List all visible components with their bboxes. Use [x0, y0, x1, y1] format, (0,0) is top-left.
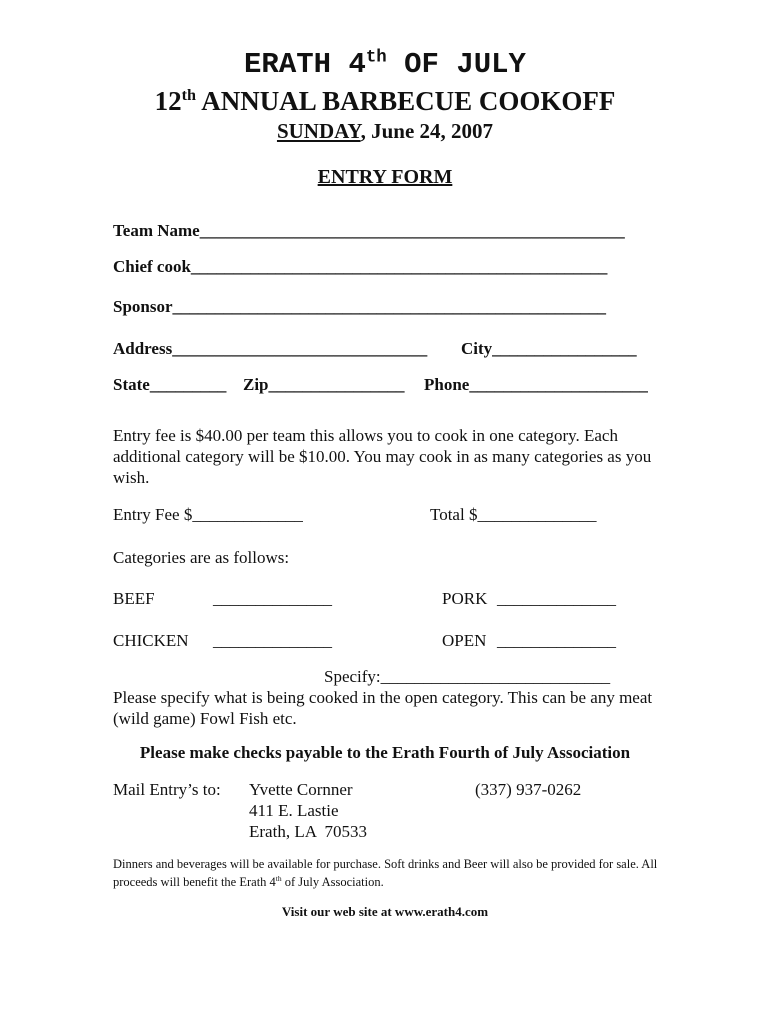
address-field[interactable]: Address______________________________ [113, 339, 428, 358]
title-text-end: OF JULY [386, 48, 526, 81]
dinner-note [113, 855, 673, 891]
mail-entry-label: Mail Entry’s to: [113, 780, 221, 799]
open-label: OPEN [442, 631, 487, 650]
entry-fee-field[interactable]: Entry Fee $_____________ [113, 505, 303, 524]
open-category-note: Please specify what is being cooked in the open category. This can be any meat (wild game) Fowl Fish etc. [113, 688, 653, 728]
specify-field[interactable]: Specify:___________________________ [324, 667, 611, 686]
pork-entry-line[interactable]: ______________ [497, 589, 616, 608]
contact-phone: (337) 937-0262 [475, 780, 582, 799]
dinner-note-text: Dinners and beverages will be available for purchase. Soft drinks and Beer will also be provided for sale. All proceeds will benefit the Erath 4 [113, 857, 658, 889]
page-subtitle [0, 86, 770, 117]
dinner-note-superscript: th [275, 873, 282, 883]
form-title: ENTRY FORM [317, 166, 453, 188]
event-date [0, 119, 770, 144]
city-field[interactable]: City_________________ [461, 339, 637, 358]
website-note: Visit our web site at www.erath4.com [281, 904, 489, 919]
event-day: SUNDAY [276, 119, 361, 143]
page-title [0, 48, 770, 81]
chief-cook-field[interactable]: Chief cook_________________________________________________ [113, 257, 608, 276]
mail-recipient-name: Yvette Cornner [249, 780, 353, 799]
beef-label: BEEF [113, 589, 155, 608]
total-field[interactable]: Total $______________ [430, 505, 597, 524]
zip-field[interactable]: Zip________________ [243, 375, 405, 394]
team-name-field[interactable]: Team Name__________________________________________________ [113, 221, 625, 240]
fee-description: Entry fee is $40.00 per team this allows you to cook in one category. Each additional category will be $10.00. You may cook in as many categories as you wish. [113, 426, 652, 487]
title-superscript: th [365, 48, 387, 68]
categories-heading: Categories are as follows: [113, 548, 290, 567]
beef-entry-line[interactable]: ______________ [213, 589, 332, 608]
mail-city: Erath, LA 70533 [249, 822, 368, 841]
subtitle-text: ANNUAL BARBECUE COOKOFF [196, 86, 616, 116]
subtitle-number: 12 [154, 86, 182, 116]
event-date-rest: , June 24, 2007 [360, 119, 494, 143]
pork-label: PORK [442, 589, 488, 608]
subtitle-superscript: th [181, 86, 197, 104]
chicken-label: CHICKEN [113, 631, 189, 650]
mail-street: 411 E. Lastie [249, 801, 339, 820]
chicken-entry-line[interactable]: ______________ [213, 631, 332, 650]
title-text: ERATH 4 [244, 48, 366, 81]
open-entry-line[interactable]: ______________ [497, 631, 616, 650]
phone-field[interactable]: Phone_____________________ [424, 375, 648, 394]
sponsor-field[interactable]: Sponsor___________________________________________________ [113, 297, 607, 316]
dinner-note-end: of July Association. [281, 875, 384, 889]
state-field[interactable]: State_________ [113, 375, 227, 394]
checks-payable-note: Please make checks payable to the Erath Fourth of July Association [139, 743, 631, 762]
